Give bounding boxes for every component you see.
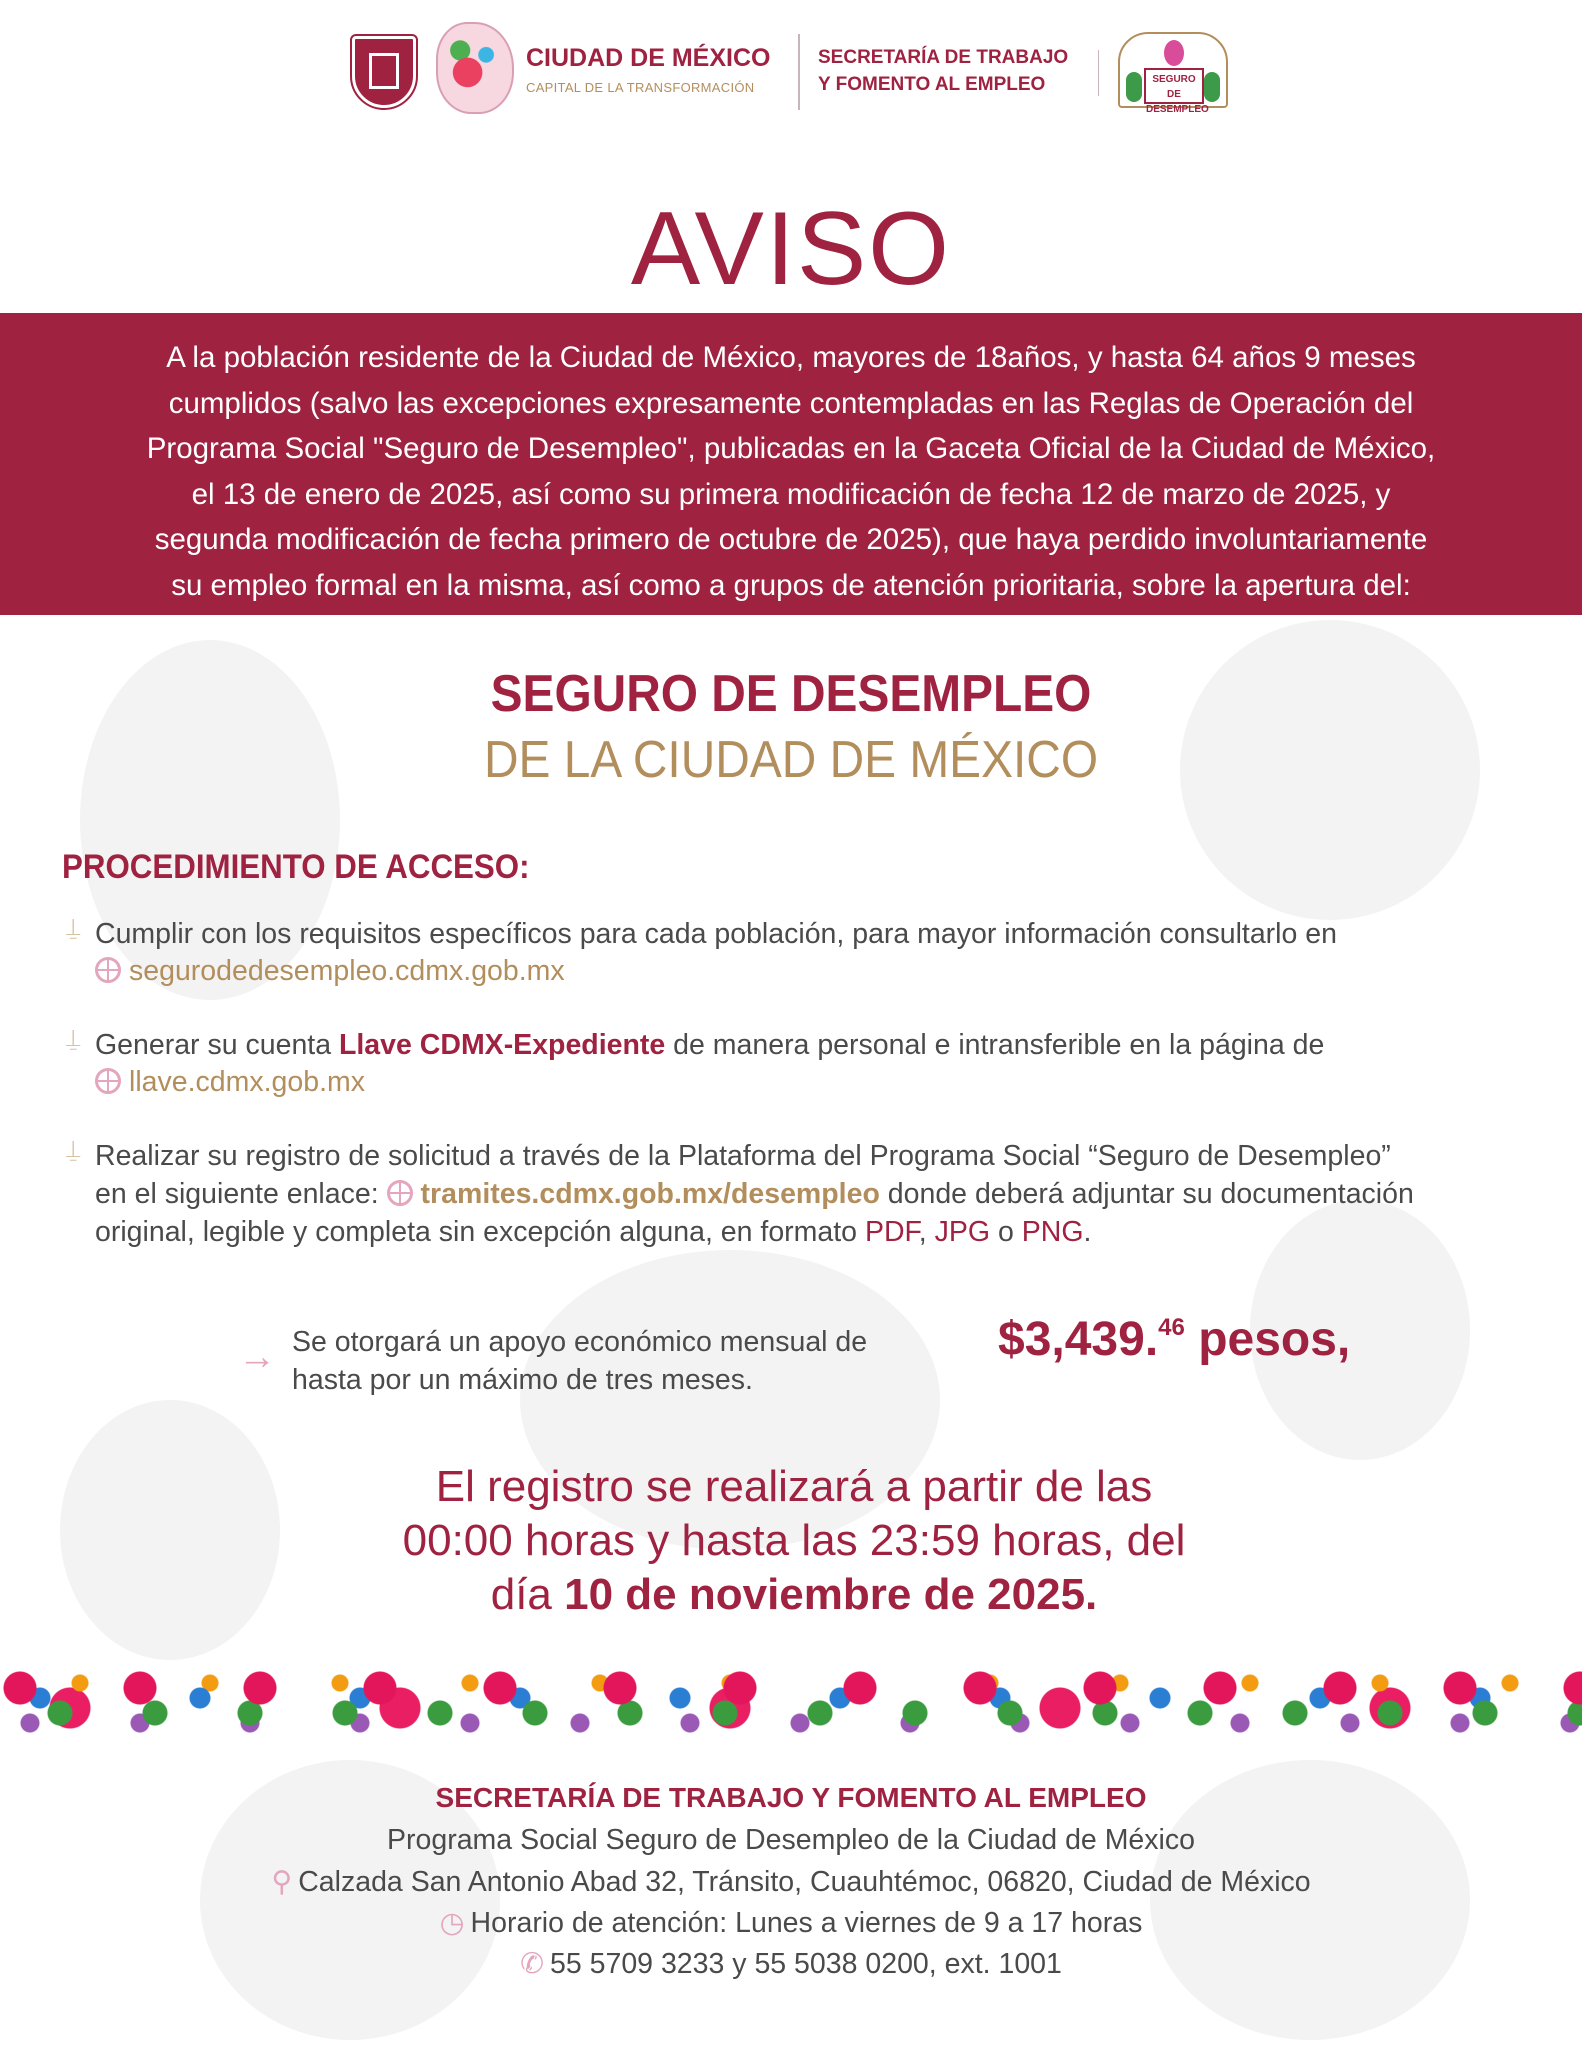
- notice-banner: [0, 313, 1582, 615]
- header: [0, 28, 1582, 118]
- brand-subtitle: CAPITAL DE LA TRANSFORMACIÓN: [526, 80, 755, 95]
- support-line2: hasta por un máximo de tres meses.: [292, 1364, 753, 1396]
- page-title: AVISO: [630, 191, 952, 307]
- globe-icon: [95, 957, 121, 983]
- footer-hours: ◷ Horario de atención: Lunes a viernes de 9 a 17 horas: [439, 1907, 1143, 1939]
- location-pin-icon: ⚲: [271, 1866, 293, 1898]
- arrow-right-icon: →: [238, 1336, 276, 1378]
- step2-link[interactable]: llave.cdmx.gob.mx: [129, 1066, 366, 1098]
- cdmx-map-logo: [436, 22, 514, 114]
- step2-text: Generar su cuenta Llave CDMX-Expediente de manera personal e intransferible en la página de: [95, 1029, 1325, 1061]
- program-subtitle: DE LA CIUDAD DE MÉXICO: [483, 731, 1099, 789]
- support-line1: Se otorgará un apoyo económico mensual de: [292, 1326, 868, 1358]
- step1-link-row: [95, 955, 565, 988]
- pin-icon: ⍊: [66, 1136, 81, 1163]
- globe-icon: [387, 1180, 413, 1206]
- step3-line1: Realizar su registro de solicitud a través de la Plataforma del Programa Social “Seguro de Desempleo”: [95, 1140, 1391, 1172]
- footer-program: Programa Social Seguro de Desempleo de la Ciudad de México: [387, 1824, 1195, 1856]
- step3-line3: original, legible y completa sin excepción alguna, en formato PDF, JPG o PNG.: [95, 1216, 1092, 1248]
- step1-link[interactable]: segurodedesempleo.cdmx.gob.mx: [129, 955, 565, 987]
- footer-address: ⚲ Calzada San Antonio Abad 32, Tránsito, Cuauhtémoc, 06820, Ciudad de México: [271, 1866, 1311, 1898]
- decorative-border-strip: [0, 1668, 1582, 1738]
- banner-line: su empleo formal en la misma, así como a grupos de atención prioritaria, sobre la apertura del:: [171, 568, 1411, 602]
- registration-line1: El registro se realizará a partir de las: [435, 1462, 1153, 1511]
- program-title: SEGURO DE DESEMPLEO: [490, 665, 1092, 723]
- step3-line2: en el siguiente enlace: tramites.cdmx.gob.mx/desempleo donde deberá adjuntar su documentación: [95, 1178, 1414, 1210]
- banner-line: Programa Social "Seguro de Desempleo", publicadas en la Gaceta Oficial de la Ciudad de México,: [146, 432, 1436, 465]
- step2-link-row: [95, 1066, 365, 1099]
- registration-line2: 00:00 horas y hasta las 23:59 horas, del: [402, 1516, 1186, 1565]
- step1-text: Cumplir con los requisitos específicos para cada población, para mayor información consultarlo en: [95, 918, 1337, 950]
- procedure-heading: PROCEDIMIENTO DE ACCESO:: [62, 848, 530, 886]
- cdmx-shield-logo: [352, 36, 416, 108]
- brand-title: CIUDAD DE MÉXICO: [526, 44, 771, 72]
- divider: [798, 34, 800, 110]
- divider: [1098, 50, 1099, 96]
- banner-line: segunda modificación de fecha primero de octubre de 2025), que haya perdido involuntariamente: [154, 523, 1428, 556]
- clock-icon: ◷: [439, 1907, 465, 1939]
- secretaria-name: SECRETARÍA DE TRABAJO Y FOMENTO AL EMPLEO: [818, 47, 1069, 95]
- banner-line: cumplidos (salvo las excepciones expresamente contempladas en las Reglas de Operación del: [168, 386, 1414, 420]
- banner-line: A la población residente de la Ciudad de México, mayores de 18años, y hasta 64 años 9 meses: [166, 341, 1416, 374]
- phone-icon: ✆: [520, 1948, 545, 1980]
- globe-icon: [95, 1068, 121, 1094]
- support-amount: $3,439.46 pesos,: [998, 1313, 1351, 1366]
- seguro-desempleo-logo: SEGURO DE DESEMPLEO: [1118, 32, 1228, 108]
- footer-title: SECRETARÍA DE TRABAJO Y FOMENTO AL EMPLEO: [435, 1782, 1147, 1813]
- registration-line3: día 10 de noviembre de 2025.: [490, 1570, 1098, 1619]
- footer-phone: ✆ 55 5709 3233 y 55 5038 0200, ext. 1001: [520, 1948, 1062, 1980]
- banner-line: el 13 de enero de 2025, así como su primera modificación de fecha 12 de marzo de 2025, y: [191, 477, 1391, 511]
- pin-icon: ⍊: [66, 1025, 81, 1052]
- pin-icon: ⍊: [66, 914, 81, 941]
- step3-link[interactable]: tramites.cdmx.gob.mx/desempleo: [420, 1178, 880, 1210]
